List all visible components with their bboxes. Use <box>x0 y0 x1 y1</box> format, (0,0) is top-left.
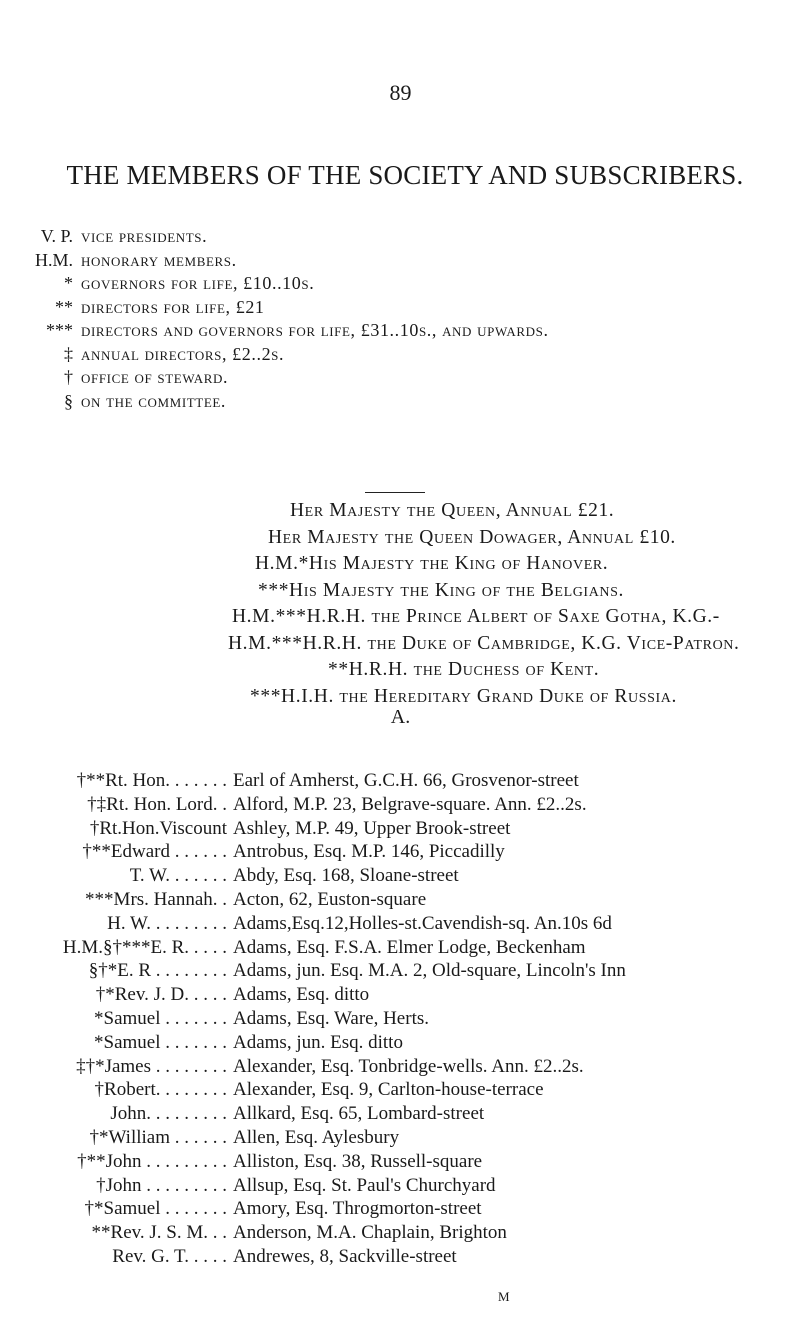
member-prefix: †‡Rt. Hon. Lord. . <box>87 793 227 815</box>
member-prefix: †**John . . . . . . . . . <box>77 1150 227 1172</box>
key-symbol: H.M. <box>34 249 73 270</box>
key-symbol: * <box>64 273 73 293</box>
key-text: annual directors, £2..2s. <box>81 343 285 364</box>
member-prefix: **Rev. J. S. M. . . <box>91 1222 227 1244</box>
royal-patron-row: H.M.*His Majesty the King of Hanover. <box>255 553 609 574</box>
member-row <box>0 1103 801 1127</box>
member-row <box>0 889 801 913</box>
member-entry: Earl of Amherst, G.C.H. 66, Grosvenor-street <box>233 770 579 791</box>
member-entry: Adams, Esq. F.S.A. Elmer Lodge, Beckenham <box>233 936 586 958</box>
section-letter: A. <box>390 706 411 728</box>
key-text: directors and governors for life, £31..10s., and upwards. <box>81 320 549 340</box>
key-text: vice presidents. <box>81 226 208 246</box>
member-entry: Adams, Esq. Ware, Herts. <box>233 1007 429 1029</box>
section-divider <box>365 492 425 493</box>
royal-patron-row: H.M.***H.R.H. the Duke of Cambridge, K.G. Vice-Patron. <box>228 632 740 654</box>
key-text: honorary members. <box>81 249 237 270</box>
member-entry: Abdy, Esq. 168, Sloane-street <box>233 865 459 887</box>
member-row <box>0 1127 801 1151</box>
member-row <box>0 1032 801 1056</box>
member-prefix: †Rt.Hon.Viscount <box>89 817 227 839</box>
key-row <box>18 391 798 415</box>
member-row <box>0 1008 801 1032</box>
member-row <box>0 794 801 818</box>
member-entry: Amory, Esq. Throgmorton-street <box>233 1198 482 1220</box>
key-symbol: *** <box>46 320 73 340</box>
member-row <box>0 865 801 889</box>
key-row <box>18 320 798 344</box>
member-prefix: †John . . . . . . . . . <box>96 1174 227 1196</box>
member-prefix: Rev. G. T. . . . . <box>112 1245 227 1267</box>
member-entry: Adams, Esq. ditto <box>233 984 370 1006</box>
member-prefix: †**Edward . . . . . . <box>82 841 227 863</box>
abbreviation-key <box>18 226 798 414</box>
royal-patron-row: Her Majesty the Queen, Annual £21. <box>290 500 615 521</box>
key-row <box>18 273 798 297</box>
member-entry: Allen, Esq. Aylesbury <box>233 1126 400 1148</box>
key-row <box>18 297 798 321</box>
member-entry: Allsup, Esq. St. Paul's Churchyard <box>233 1174 496 1196</box>
page-number: 89 <box>389 80 412 105</box>
member-entry: Ashley, M.P. 49, Upper Brook-street <box>233 817 511 839</box>
key-symbol: ‡ <box>64 343 73 364</box>
member-row <box>0 818 801 842</box>
member-row <box>0 1175 801 1199</box>
member-row <box>0 937 801 961</box>
member-prefix: †*William . . . . . . <box>89 1126 227 1148</box>
key-symbol: ** <box>55 296 73 317</box>
member-prefix: H.M.§†***E. R. . . . . <box>62 936 227 958</box>
member-prefix: H. W. . . . . . . . . <box>107 912 227 934</box>
royal-patron-row: ***His Majesty the King of the Belgians. <box>258 579 624 601</box>
member-row <box>0 770 801 794</box>
key-row <box>18 367 798 391</box>
member-entry: Alford, M.P. 23, Belgrave-square. Ann. £2..2s. <box>233 793 587 815</box>
royal-patron-row: **H.R.H. the Duchess of Kent. <box>328 659 600 680</box>
royal-patron-row: ***H.I.H. the Hereditary Grand Duke of Russia. <box>250 685 677 707</box>
member-prefix: †*Samuel . . . . . . . <box>84 1198 227 1220</box>
member-entry: Allkard, Esq. 65, Lombard-street <box>233 1103 485 1125</box>
member-entry: Acton, 62, Euston-square <box>233 888 427 910</box>
member-row <box>0 960 801 984</box>
member-prefix: †Robert. . . . . . . . <box>94 1079 227 1101</box>
member-entry: Alexander, Esq. Tonbridge-wells. Ann. £2..2s. <box>233 1055 584 1077</box>
member-entry: Antrobus, Esq. M.P. 146, Piccadilly <box>233 841 505 863</box>
member-row <box>0 1056 801 1080</box>
royal-patron-row: H.M.***H.R.H. the Prince Albert of Saxe Gotha, K.G.- <box>232 606 720 627</box>
member-prefix: *Samuel . . . . . . . <box>94 1007 227 1029</box>
member-prefix: ‡†*James . . . . . . . . <box>76 1055 227 1077</box>
member-prefix: ***Mrs. Hannah. . <box>85 888 227 910</box>
key-symbol: § <box>64 390 73 411</box>
folio-signature-mark: M <box>498 1289 510 1304</box>
royal-patron-row: Her Majesty the Queen Dowager, Annual £10. <box>268 526 676 548</box>
member-prefix: †**Rt. Hon. . . . . . . <box>76 770 227 791</box>
member-prefix: *Samuel . . . . . . . <box>94 1031 227 1053</box>
member-entry: Adams, jun. Esq. M.A. 2, Old-square, Lincoln's Inn <box>233 960 626 982</box>
key-text: office of steward. <box>81 367 229 387</box>
member-row <box>0 1222 801 1246</box>
member-prefix: §†*E. R . . . . . . . . <box>88 960 227 982</box>
member-entry: Alliston, Esq. 38, Russell-square <box>233 1150 483 1172</box>
key-text: on the committee. <box>81 390 227 411</box>
member-entry: Anderson, M.A. Chaplain, Brighton <box>233 1222 507 1244</box>
key-row <box>18 226 798 250</box>
member-row <box>0 1198 801 1222</box>
member-row <box>0 913 801 937</box>
member-list <box>0 770 801 1270</box>
key-row <box>18 344 798 368</box>
member-entry: Andrewes, 8, Sackville-street <box>233 1245 457 1267</box>
member-prefix: T. W. . . . . . . <box>129 865 227 887</box>
member-row <box>0 841 801 865</box>
key-symbol: V. P. <box>40 226 73 246</box>
member-row <box>0 1246 801 1270</box>
page-title: THE MEMBERS OF THE SOCIETY AND SUBSCRIBERS. <box>66 160 744 190</box>
member-entry: Adams, jun. Esq. ditto <box>233 1031 403 1053</box>
member-row <box>0 1079 801 1103</box>
royal-patrons-list <box>0 500 801 712</box>
member-row <box>0 984 801 1008</box>
member-prefix: †*Rev. J. D. . . . . <box>95 984 227 1006</box>
key-text: directors for life, £21 <box>81 296 265 317</box>
member-entry: Alexander, Esq. 9, Carlton-house-terrace <box>233 1079 544 1101</box>
key-symbol: † <box>64 367 73 387</box>
key-text: governors for life, £10..10s. <box>81 273 315 293</box>
member-prefix: John. . . . . . . . . <box>110 1103 227 1125</box>
key-row <box>18 250 798 274</box>
member-entry: Adams,Esq.12,Holles-st.Cavendish-sq. An.10s 6d <box>233 912 612 934</box>
member-row <box>0 1151 801 1175</box>
